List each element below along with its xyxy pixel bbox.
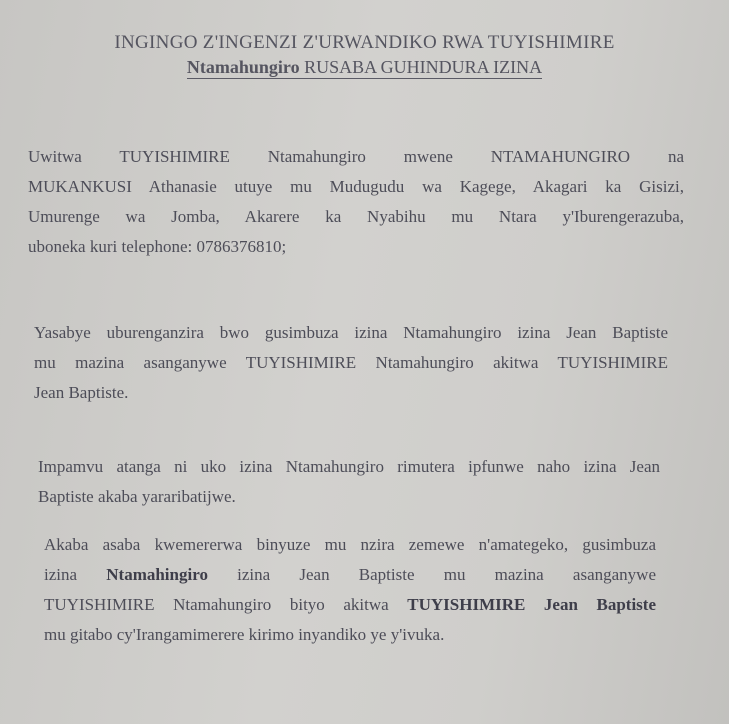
line-text: izina <box>44 565 107 584</box>
paragraph-line: Akaba asaba kwemererwa binyuze mu nzira zemewe n'amategeko, gusimbuza <box>44 535 656 554</box>
subtitle-underline <box>187 57 542 79</box>
paragraph-line: MUKANKUSI Athanasie utuye mu Mudugudu wa Kagege, Akagari ka Gisizi, <box>28 177 684 196</box>
paragraph-applicant-info <box>28 142 684 262</box>
paragraph-request <box>34 318 668 408</box>
subtitle-bold-name: Ntamahungiro <box>186 57 300 77</box>
paragraph-line: Uwitwa TUYISHIMIRE Ntamahungiro mwene NTAMAHUNGIRO na <box>28 147 684 166</box>
paragraph-line <box>44 590 656 620</box>
paragraph-line: Jean Baptiste. <box>34 383 129 402</box>
bold-name: TUYISHIMIRE Jean Baptiste <box>407 595 656 614</box>
paragraph-line <box>44 560 656 590</box>
paragraph-line: mu mazina asanganywe TUYISHIMIRE Ntamahungiro akitwa TUYISHIMIRE <box>34 353 668 372</box>
paragraph-conclusion <box>44 530 656 650</box>
paragraph-line: Baptiste akaba yararibatijwe. <box>38 487 236 506</box>
paragraph-line: Yasabye uburenganzira bwo gusimbuza izina Ntamahungiro izina Jean Baptiste <box>34 323 668 342</box>
document-title: INGINGO Z'INGENZI Z'URWANDIKO RWA TUYISHIMIRE <box>114 32 615 53</box>
paragraph-reason <box>38 452 660 512</box>
document-subtitle <box>0 57 729 78</box>
bold-name: Ntamahingiro <box>106 565 208 584</box>
paragraph-line: mu gitabo cy'Irangamimerere kirimo inyandiko ye y'ivuka. <box>44 625 445 644</box>
paragraph-line: Impamvu atanga ni uko izina Ntamahungiro rimutera ipfunwe naho izina Jean <box>38 457 660 476</box>
paragraph-line: uboneka kuri telephone: 0786376810; <box>28 237 287 256</box>
line-text: izina Jean Baptiste mu mazina asanganywe <box>207 565 656 584</box>
paragraph-line: Umurenge wa Jomba, Akarere ka Nyabihu mu Ntara y'Iburengerazuba, <box>28 207 684 226</box>
line-text: TUYISHIMIRE Ntamahungiro bityo akitwa <box>44 595 408 614</box>
subtitle-rest: RUSABA GUHINDURA IZINA <box>299 57 543 77</box>
